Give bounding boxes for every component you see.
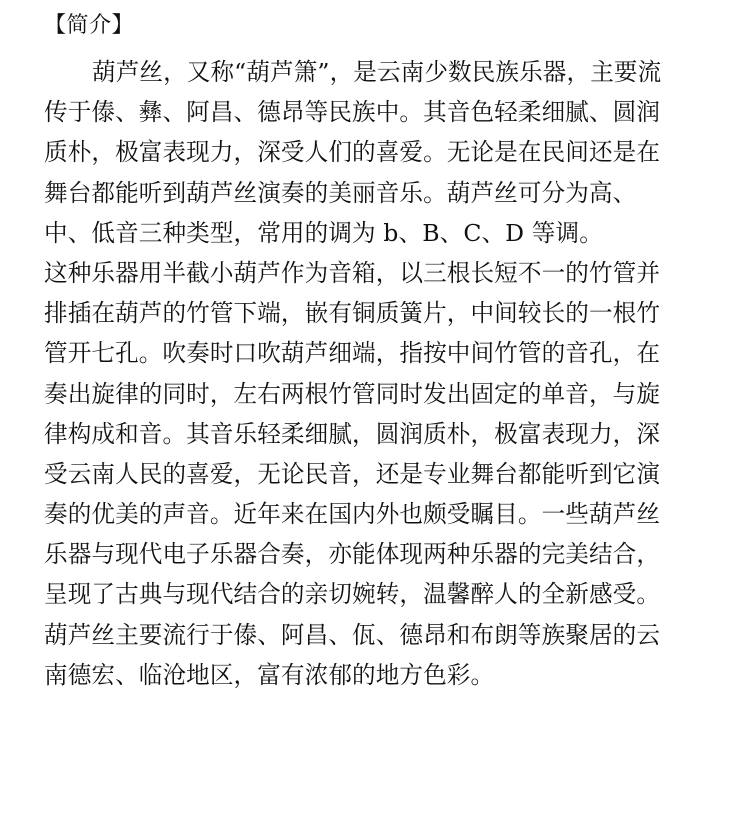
text-line: 排插在葫芦的竹管下端，嵌有铜质簧片，中间较长的一根竹 xyxy=(44,299,661,328)
text-line: 葫芦丝主要流行于傣、阿昌、佤、德昂和布朗等族聚居的云 xyxy=(44,620,661,649)
section-heading: 【简介】 xyxy=(44,13,135,38)
text-line: 传于傣、彝、阿昌、德昂等民族中。其音色轻柔细腻、圆润 xyxy=(44,98,661,127)
text-line: 呈现了古典与现代结合的亲切婉转，温馨醉人的全新感受。 xyxy=(44,580,661,609)
text-line: 管开七孔。吹奏时口吹葫芦细端，指按中间竹管的音孔，在 xyxy=(44,339,661,368)
text-line: 舞台都能听到葫芦丝演奏的美丽音乐。葫芦丝可分为高、 xyxy=(44,178,637,207)
text-line: 质朴，极富表现力，深受人们的喜爱。无论是在民间还是在 xyxy=(44,138,661,167)
text-line: 受云南人民的喜爱，无论民音，还是专业舞台都能听到它演 xyxy=(44,459,661,488)
text-line: 奏出旋律的同时，左右两根竹管同时发出固定的单音，与旋 xyxy=(44,379,661,408)
text-line: 葫芦丝，又称“葫芦箫”，是云南少数民族乐器，主要流 xyxy=(92,58,662,86)
text-line: 乐器与现代电子乐器合奏，亦能体现两种乐器的完美结合， xyxy=(44,540,661,569)
intro-text xyxy=(44,52,694,695)
text-line: 律构成和音。其音乐轻柔细腻，圆润质朴，极富表现力，深 xyxy=(44,419,661,448)
text-line: 这种乐器用半截小葫芦作为音箱，以三根长短不一的竹管并 xyxy=(44,258,661,287)
text-line: 南德宏、临沧地区，富有浓郁的地方色彩。 xyxy=(44,660,495,689)
text-line: 奏的优美的声音。近年来在国内外也颇受瞩目。一些葫芦丝 xyxy=(44,500,661,529)
text-line: 中、低音三种类型，常用的调为 b、B、C、D 等调。 xyxy=(44,218,603,247)
